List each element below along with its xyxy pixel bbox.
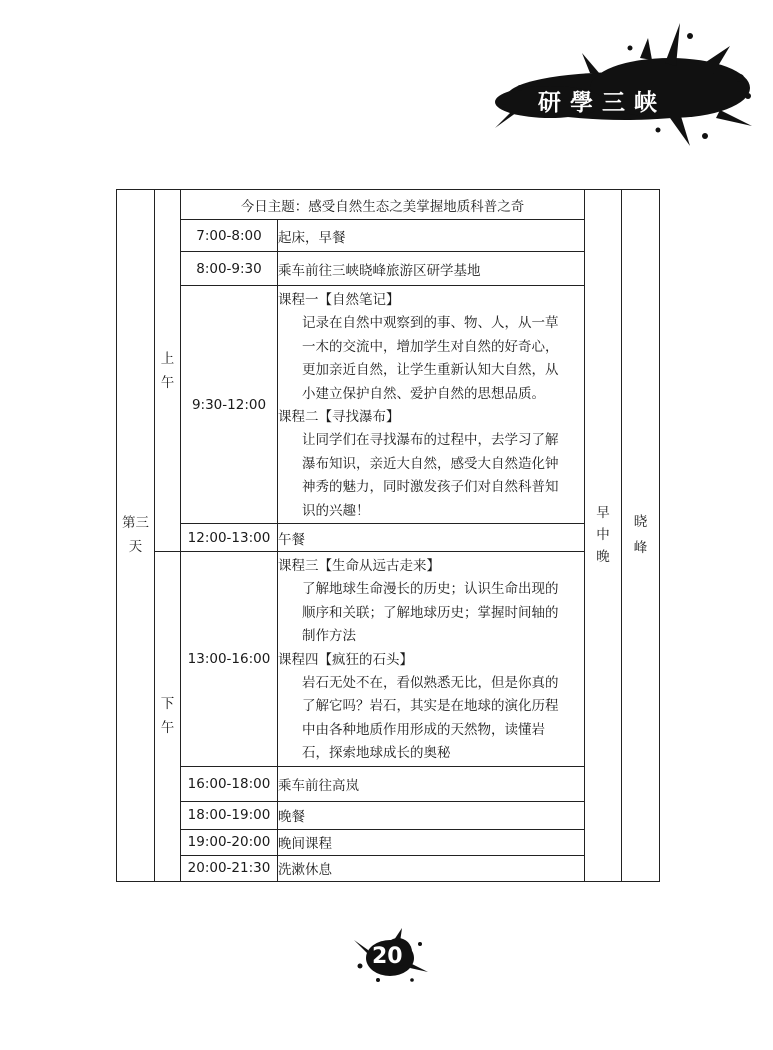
course-title: 课程四【疯狂的石头】 (278, 651, 413, 668)
time-cell: 12:00-13:00 (181, 524, 278, 552)
course-cell (278, 286, 585, 524)
course-desc-line: 一木的交流中，增加学生对自然的好奇心， (302, 338, 559, 355)
table-row (117, 855, 660, 881)
course-desc-line: 岩石无处不在，看似熟悉无比，但是你真的 (302, 674, 559, 691)
course-description (278, 312, 584, 406)
table-row (117, 552, 660, 767)
meals-text: 早中晚 (596, 505, 610, 566)
day-label (117, 190, 155, 882)
course-desc-line: 了解地球生命漫长的历史；认识生命出现的 (302, 581, 559, 597)
activity-cell: 起床，早餐 (278, 220, 585, 252)
table-row (117, 829, 660, 855)
theme-row (117, 190, 660, 220)
activity-cell: 晚餐 (278, 801, 585, 829)
time-cell: 18:00-19:00 (181, 801, 278, 829)
course-description (278, 672, 584, 766)
course-desc-line: 瀑布知识，亲近大自然，感受大自然造化钟 (302, 455, 559, 472)
course-desc-line: 制作方法 (302, 628, 356, 644)
theme-cell: 今日主题：感受自然生态之美掌握地质科普之奇 (181, 190, 585, 220)
meals-cell (585, 190, 622, 882)
afternoon-label (155, 552, 181, 882)
course-desc-line: 记录在自然中观察到的事、物、人，从一草 (302, 315, 559, 331)
page-number: 20 (372, 944, 403, 969)
activity-cell: 午餐 (278, 524, 585, 552)
schedule-table (116, 189, 660, 882)
course-desc-line: 神秀的魅力，同时激发孩子们对自然科普知 (302, 479, 559, 495)
time-cell: 20:00-21:30 (181, 855, 278, 881)
table-row (117, 524, 660, 552)
afternoon-label-text: 下午 (160, 696, 175, 737)
time-cell: 8:00-9:30 (181, 252, 278, 286)
course-description (278, 429, 584, 523)
course-desc-line: 识的兴趣！ (302, 502, 370, 519)
course-cell (278, 552, 585, 767)
activity-cell: 乘车前往三峡晓峰旅游区研学基地 (278, 252, 585, 286)
morning-label-text: 上午 (160, 350, 175, 391)
table-row (117, 252, 660, 286)
table-row (117, 801, 660, 829)
day-label-text: 第三天 (122, 515, 149, 556)
ink-splash-logo (490, 18, 760, 148)
course-title: 课程一【自然笔记】 (278, 292, 400, 308)
course-desc-line: 让同学们在寻找瀑布的过程中，去学习了解 (302, 432, 559, 448)
course-title: 课程二【寻找瀑布】 (278, 409, 400, 425)
time-cell: 19:00-20:00 (181, 829, 278, 855)
activity-cell: 晚间课程 (278, 829, 585, 855)
lodging-text: 晓峰 (633, 514, 648, 557)
course-desc-line: 更加亲近自然，让学生重新认知大自然，从 (302, 362, 559, 378)
lodging-cell (622, 190, 660, 882)
time-cell: 9:30-12:00 (181, 286, 278, 524)
course-desc-line: 中由各种地质作用形成的天然物，读懂岩 (302, 721, 545, 738)
time-cell: 13:00-16:00 (181, 552, 278, 767)
course-title: 课程三【生命从远古走来】 (278, 558, 440, 574)
table-row (117, 286, 660, 524)
table-row (117, 220, 660, 252)
course-desc-line: 顺序和关联；了解地球历史；掌握时间轴的 (302, 604, 559, 621)
morning-label (155, 190, 181, 552)
course-description (278, 578, 584, 649)
course-desc-line: 了解它吗？岩石，其实是在地球的演化历程 (302, 698, 559, 714)
course-desc-line: 石，探索地球成长的奥秘 (302, 745, 451, 761)
activity-cell: 洗漱休息 (278, 855, 585, 881)
logo-text: 研學三峡 (538, 89, 666, 116)
activity-cell: 乘车前往高岚 (278, 766, 585, 801)
time-cell: 7:00-8:00 (181, 220, 278, 252)
time-cell: 16:00-18:00 (181, 766, 278, 801)
table-row (117, 766, 660, 801)
course-desc-line: 小建立保护自然、爱护自然的思想品质。 (302, 385, 545, 402)
